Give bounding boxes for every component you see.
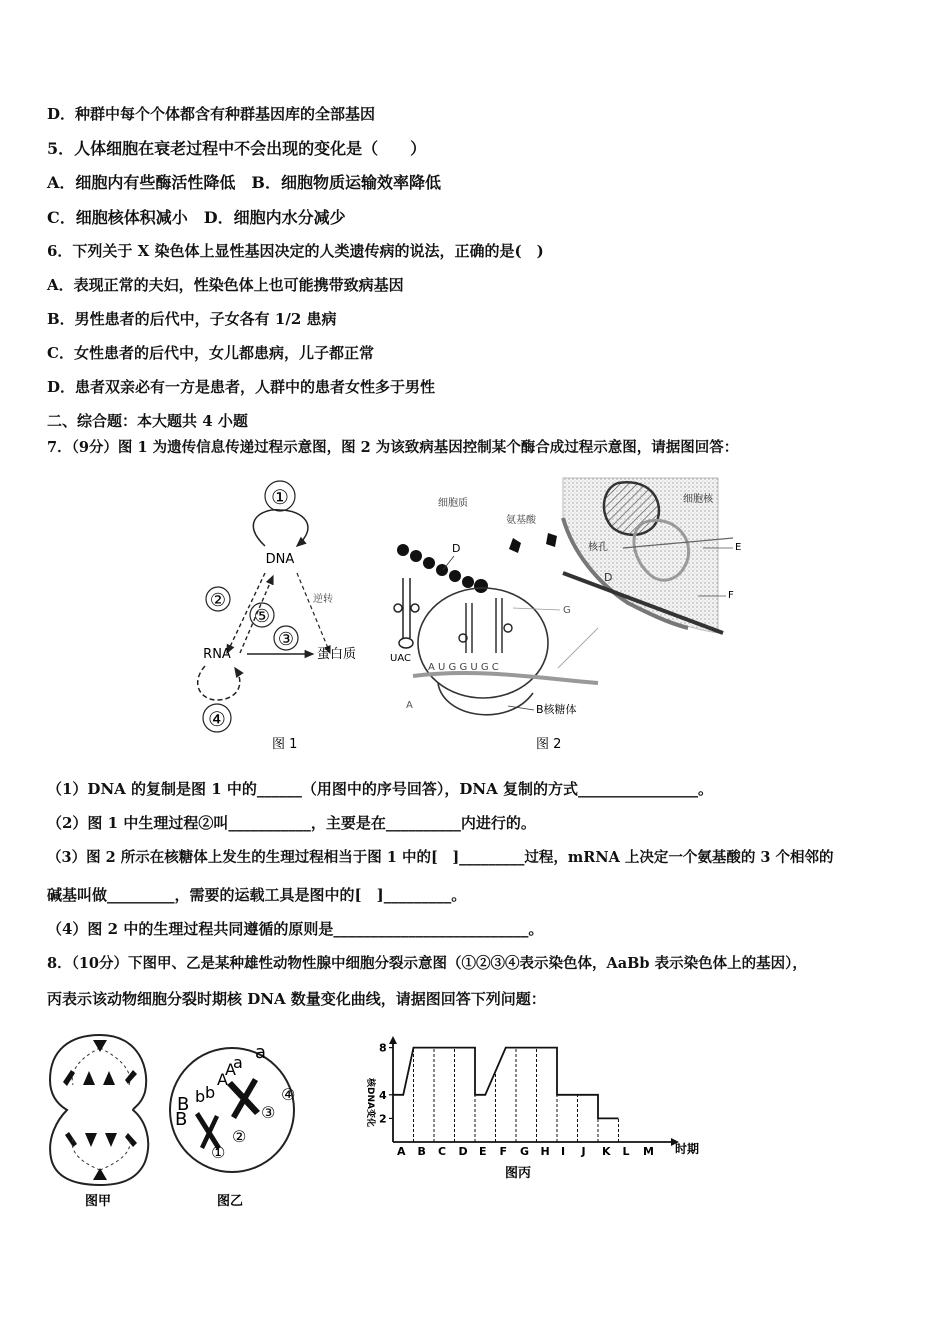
- fig2-anticodon: UAC: [390, 653, 411, 664]
- fig2-amino-acid-label: 氨基酸: [506, 515, 536, 526]
- replication-loop: [253, 510, 308, 546]
- fig1-label-1: ①: [271, 485, 289, 509]
- q7-sub1: （1）DNA 的复制是图 1 中的______（用图中的序号回答），DNA 复制的方式________________。: [47, 780, 713, 798]
- gene-b-1: b: [195, 1087, 206, 1106]
- transport-arrow: [558, 628, 598, 668]
- fig1-label-5: ⑤: [253, 606, 271, 627]
- fig2-g-label: G: [563, 605, 571, 616]
- fig2-mrna-sequence: A U G G U G C: [428, 662, 499, 673]
- q7-sub4: （4）图 2 中的生理过程共同遵循的原则是__________________________。: [47, 920, 544, 938]
- chromosomes-bottom: [65, 1132, 137, 1147]
- chart-layer: [379, 1036, 679, 1158]
- q7-sub3-line1: （3）图 2 所示在核糖体上发生的生理过程相当于图 1 中的[ ]_________过程，mRNA 上决定一个氨基酸的 3 个相邻的: [47, 849, 834, 866]
- chart-title: 图丙: [505, 1166, 532, 1181]
- y-tick-label-2: 2: [379, 1112, 387, 1126]
- d-pointer: [443, 556, 454, 570]
- fig2-d-right: D: [604, 571, 613, 584]
- fig2-d-left: D: [452, 542, 461, 555]
- g-pointer: [513, 608, 560, 610]
- dividing-cell-outline: [50, 1035, 148, 1185]
- amino-acid-2: [546, 533, 557, 547]
- chromosome-label-2: ②: [232, 1127, 247, 1146]
- chromosome-label-1: ①: [211, 1143, 226, 1162]
- fig2-pore-label: 核孔: [588, 542, 608, 553]
- fig-yi-caption: 图乙: [217, 1194, 244, 1209]
- figure-jia: [45, 1030, 155, 1210]
- q7-sub2: （2）图 1 中生理过程②叫___________，主要是在__________内进行的。: [47, 814, 536, 832]
- category-label-C: C: [438, 1145, 447, 1158]
- section-heading: 二、综合题：本大题共 4 小题: [47, 412, 248, 430]
- trna-bound: [459, 598, 512, 653]
- q6-option-b: B．男性患者的后代中，子女各有 1/2 患病: [47, 310, 337, 328]
- fig1-reverse-label: 逆转: [313, 594, 333, 605]
- dna-to-protein-arrow: [297, 573, 330, 653]
- fig2-nucleus-label: 细胞核: [683, 494, 713, 505]
- q8-stem-line2: 丙表示该动物细胞分裂时期核 DNA 数量变化曲线，请据图回答下列问题：: [47, 990, 546, 1008]
- chromosome-pair-Aa: [227, 1078, 260, 1119]
- fig1-label-2: ②: [209, 590, 227, 611]
- spindle-top: [72, 1048, 130, 1085]
- q8-stem-line1: 8．（10分）下图甲、乙是某种雄性动物性腺中细胞分裂示意图（①②③④表示染色体，AaBb 表示染色体上的基因），: [47, 955, 807, 972]
- q6-stem: 6．下列关于 X 染色体上显性基因决定的人类遗传病的说法，正确的是( ): [47, 242, 544, 260]
- gene-B-2: B: [175, 1109, 188, 1130]
- mrna-strand: [413, 673, 598, 683]
- amino-acid-1: [509, 538, 521, 553]
- figure-yi: [165, 1030, 305, 1210]
- fig2-caption: 图 2: [536, 737, 562, 752]
- centrosome-top: [93, 1040, 107, 1052]
- ribosome-large: [418, 588, 548, 698]
- gene-A-2: A: [225, 1060, 236, 1079]
- figure-1-diagram: [185, 478, 385, 753]
- ribosome-small: [438, 683, 533, 715]
- figure-2-diagram: [388, 478, 743, 753]
- y-axis-arrow: [389, 1036, 397, 1044]
- category-label-B: B: [417, 1145, 426, 1158]
- fig2-a-label: A: [406, 700, 413, 711]
- fig2-cytoplasm-label: 细胞质: [438, 498, 468, 509]
- trna-free: [394, 578, 419, 648]
- figure-bing-chart: [355, 1030, 700, 1190]
- q7-stem: 7．（9分）图 1 为遗传信息传递过程示意图，图 2 为该致病基因控制某个酶合成过程示意图，请据图回答：: [47, 439, 739, 456]
- category-label-L: L: [622, 1145, 630, 1158]
- fig1-label-3: ③: [277, 629, 295, 650]
- gene-B: B: [177, 1094, 190, 1115]
- series-line: [393, 1048, 619, 1119]
- q5-stem: 5．人体细胞在衰老过程中不会出现的变化是（ ）: [47, 139, 427, 158]
- y-tick-label-4: 4: [379, 1088, 387, 1102]
- fig1-protein-label: 蛋白质: [317, 647, 357, 662]
- category-label-I: I: [561, 1145, 566, 1158]
- gene-a-2: a: [255, 1042, 267, 1063]
- category-label-H: H: [540, 1145, 550, 1158]
- chromatin-hatched: [604, 482, 659, 535]
- q5-options-cd: C．细胞核体积减小 D．细胞内水分减少: [47, 208, 346, 227]
- q6-option-c: C．女性患者的后代中，女儿都患病，儿子都正常: [47, 344, 374, 362]
- fig2-f-label: F: [728, 590, 734, 601]
- q4-option-d: D．种群中每个个体都含有种群基因库的全部基因: [47, 105, 376, 123]
- fig-jia-caption: 图甲: [85, 1194, 112, 1209]
- category-label-D: D: [458, 1145, 468, 1158]
- fig1-dna-label: DNA: [265, 552, 295, 567]
- fig2-ribosome-label: B核糖体: [536, 703, 577, 716]
- fig2-e-label: E: [735, 542, 742, 553]
- q7-sub3-line2: 碱基叫做_________，需要的运载工具是图中的[ ]_________。: [47, 886, 467, 904]
- gene-A: A: [217, 1070, 228, 1089]
- q5-options-ab: A．细胞内有些酶活性降低 B．细胞物质运输效率降低: [47, 173, 441, 192]
- category-label-F: F: [499, 1145, 508, 1158]
- rna-replication-loop: [198, 666, 240, 700]
- chromosome-label-4: ④: [281, 1085, 296, 1104]
- category-label-A: A: [397, 1145, 406, 1158]
- centrosome-bottom: [93, 1168, 107, 1180]
- q6-option-a: A．表现正常的夫妇，性染色体上也可能携带致病基因: [47, 276, 404, 294]
- chromosome-label-3: ③: [261, 1103, 276, 1122]
- fig1-caption: 图 1: [272, 737, 298, 752]
- gene-a-1: a: [233, 1053, 243, 1072]
- category-label-E: E: [479, 1145, 487, 1158]
- chromosomes-top: [63, 1070, 137, 1086]
- chart-ylabel: 核DNA变化: [365, 1078, 375, 1127]
- y-tick-label-8: 8: [379, 1041, 387, 1055]
- fig1-label-4: ④: [208, 707, 226, 731]
- gene-b-2: b: [205, 1083, 216, 1102]
- chart-xlabel: 时期: [675, 1142, 700, 1156]
- category-label-J: J: [581, 1145, 586, 1158]
- spindle-bottom: [72, 1138, 130, 1170]
- category-label-M: M: [643, 1145, 654, 1158]
- q6-option-d: D．患者双亲必有一方是患者，人群中的患者女性多于男性: [47, 378, 436, 396]
- fig1-rna-label: RNA: [203, 647, 231, 662]
- category-label-K: K: [602, 1145, 611, 1158]
- category-label-G: G: [520, 1145, 530, 1158]
